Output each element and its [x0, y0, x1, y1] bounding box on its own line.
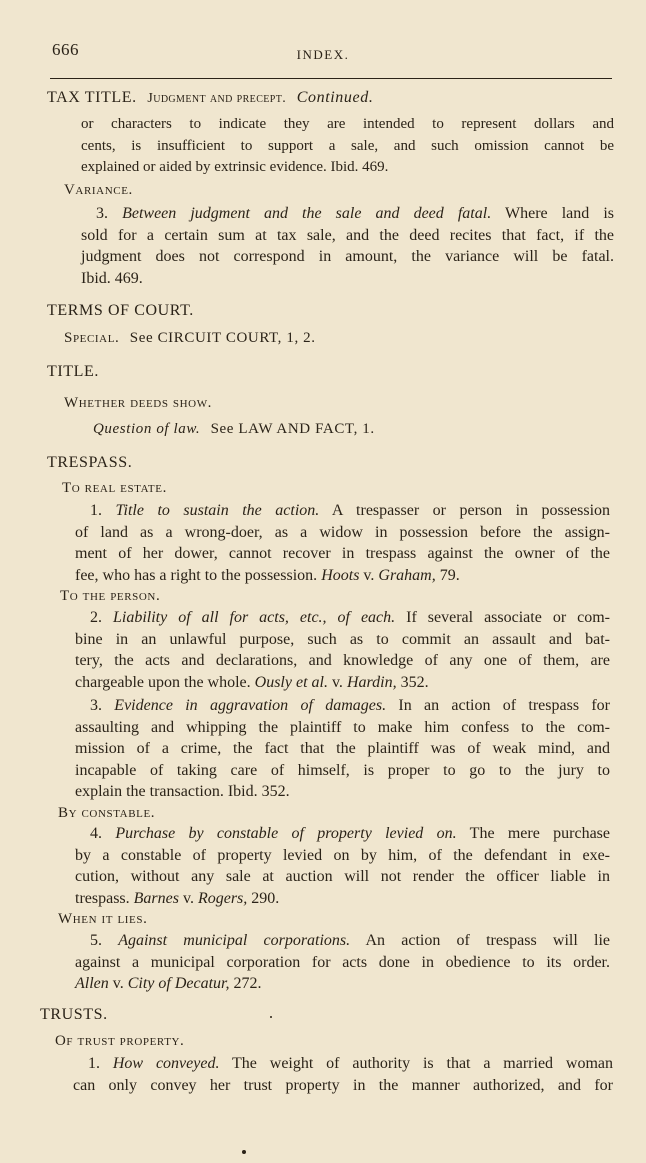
question-of-law: Question of law. [93, 421, 201, 437]
tax-title-heading: TAX TITLE. [47, 89, 137, 106]
variance-label: Variance. [64, 182, 133, 198]
tax-title-continued-paragraph [81, 116, 614, 181]
item-text: An action of trespass will lie [365, 932, 611, 949]
paragraph-line: by a constable of property levied on by him, of the defendant in exe- [75, 846, 610, 864]
case-name: Rogers, [197, 889, 248, 907]
item-title: Between judgment and the sale and deed fatal. [122, 205, 492, 222]
case-name: Hardin, [346, 673, 397, 691]
case-name: Ously et al. [254, 673, 328, 691]
case-name: Graham, [378, 566, 436, 584]
item-title: Title to sustain the action. [115, 502, 320, 519]
item-title: Liability of all for acts, etc., of each. [112, 609, 396, 626]
paragraph-line: Ibid. 469. [81, 269, 143, 287]
paragraph-line: of land as a wrong-doer, as a widow in possession before the assign- [75, 523, 610, 541]
trespass-item-5 [75, 932, 610, 997]
tax-title-heading-line [47, 89, 373, 107]
paragraph-line: bine in an unlawful purpose, such as to commit an assault and bat- [75, 630, 610, 648]
to-the-person-label: To the person. [60, 588, 161, 604]
tax-title-item-3 [81, 205, 614, 291]
item-number: 3. [90, 697, 102, 714]
item-number: 1. [90, 502, 102, 519]
paragraph-line [75, 890, 610, 912]
special-reference: See CIRCUIT COURT, 1, 2. [129, 330, 316, 346]
paragraph-line: can only convey her trust property in the manner authorized, and for [73, 1076, 613, 1094]
case-page: 352. [400, 673, 429, 691]
case-page: 272. [233, 975, 262, 993]
ink-speck [242, 1150, 246, 1154]
case-page: 79. [439, 566, 460, 584]
case-v: v. [112, 975, 124, 993]
law-and-fact-reference: See LAW AND FACT, 1. [210, 421, 375, 437]
trusts-item-1 [73, 1055, 613, 1098]
paragraph-line: cution, without any sale at auction will not render the officer liable in [75, 868, 610, 886]
when-it-lies-label: When it lies. [58, 911, 148, 927]
item-title: How conveyed. [112, 1055, 220, 1072]
special-entry [64, 330, 316, 347]
item-text: fee, who has a right to the possession. [75, 566, 318, 584]
whether-deeds-show-label: Whether deeds show. [64, 395, 213, 411]
item-number: 1. [88, 1055, 100, 1072]
paragraph-line: explain the transaction. Ibid. 352. [75, 783, 290, 801]
paragraph-line [75, 567, 610, 589]
item-number: 2. [90, 609, 102, 626]
question-of-law-entry [93, 421, 375, 438]
paragraph-line: tery, the acts and declarations, and knowledge of any one of them, are [75, 652, 610, 670]
trespass-item-3 [75, 697, 610, 805]
item-text: A trespasser or person in possession [331, 502, 611, 519]
running-title: INDEX. [296, 47, 350, 62]
item-text: The weight of authority is that a married woman [232, 1055, 614, 1072]
item-text: trespass. [75, 889, 130, 907]
terms-of-court-heading: TERMS OF COURT. [47, 302, 194, 319]
trespass-item-1 [75, 502, 610, 588]
to-real-estate-label: To real estate. [62, 480, 167, 496]
case-name: Hoots [321, 566, 360, 584]
item-title: Evidence in aggravation of damages. [114, 697, 387, 714]
paragraph-line [73, 1055, 613, 1077]
item-title: Purchase by constable of property levied on. [115, 825, 457, 842]
paragraph-line: mission of a crime, the fact that the plaintiff was of weak mind, and [75, 740, 610, 758]
case-name: Allen [75, 975, 109, 993]
case-page: 290. [251, 889, 280, 907]
item-text: Where land is [505, 205, 614, 222]
trusts-heading: TRUSTS. [40, 1006, 108, 1023]
trespass-item-2 [75, 609, 610, 695]
header-rule [50, 78, 612, 79]
ink-speck [270, 1016, 272, 1018]
item-text: In an action of trespass for [398, 697, 611, 714]
paragraph-line: assaulting and whipping the plaintiff to make him confess to the com- [75, 718, 610, 736]
paragraph-line: sold for a certain sum at tax sale, and the deed recites that fact, if the [81, 226, 614, 244]
paragraph-line [81, 205, 614, 227]
item-text: The mere purchase [469, 825, 611, 842]
trespass-item-4 [75, 825, 610, 911]
page-number: 666 [52, 40, 79, 59]
trespass-heading: TRESPASS. [47, 454, 133, 471]
paragraph-line: cents, is insufficient to support a sale, and such omission cannot be [81, 137, 614, 154]
case-v: v. [182, 889, 194, 907]
special-label: Special. [64, 330, 120, 346]
case-name: Barnes [133, 889, 179, 907]
item-number: 4. [90, 825, 102, 842]
paragraph-line: incapable of taking care of himself, is proper to go to the jury to [75, 761, 610, 779]
paragraph-line: judgment does not correspond in amount, the variance will be fatal. [81, 248, 614, 266]
paragraph-line [75, 697, 610, 719]
paragraph-line: explained or aided by extrinsic evidence. Ibid. 469. [81, 159, 389, 176]
item-text: chargeable upon the whole. [75, 673, 251, 691]
of-trust-property-label: Of trust property. [55, 1033, 185, 1049]
case-v: v. [363, 566, 375, 584]
paragraph-line: against a municipal corporation for acts done in obedience to its order. [75, 953, 610, 971]
case-v: v. [331, 673, 343, 691]
continued-label: Continued. [296, 89, 374, 106]
item-text: If several associate or com- [406, 609, 610, 626]
item-title: Against municipal corporations. [118, 932, 351, 949]
paragraph-line: ment of her dower, cannot recover in trespass against the owner of the [75, 545, 610, 563]
paragraph-line [75, 975, 610, 997]
paragraph-line [75, 502, 610, 524]
judgment-precept-subheading: Judgment and precept. [147, 91, 287, 106]
paragraph-line [75, 825, 610, 847]
paragraph-line [75, 609, 610, 631]
paragraph-line [75, 932, 610, 954]
by-constable-label: By constable. [58, 805, 156, 821]
case-name: City of Decatur, [127, 975, 230, 993]
paragraph-line: or characters to indicate they are intended to represent dollars and [81, 116, 614, 132]
item-number: 3. [96, 205, 108, 222]
item-number: 5. [90, 932, 102, 949]
paragraph-line [75, 674, 610, 696]
title-heading: TITLE. [47, 363, 100, 380]
